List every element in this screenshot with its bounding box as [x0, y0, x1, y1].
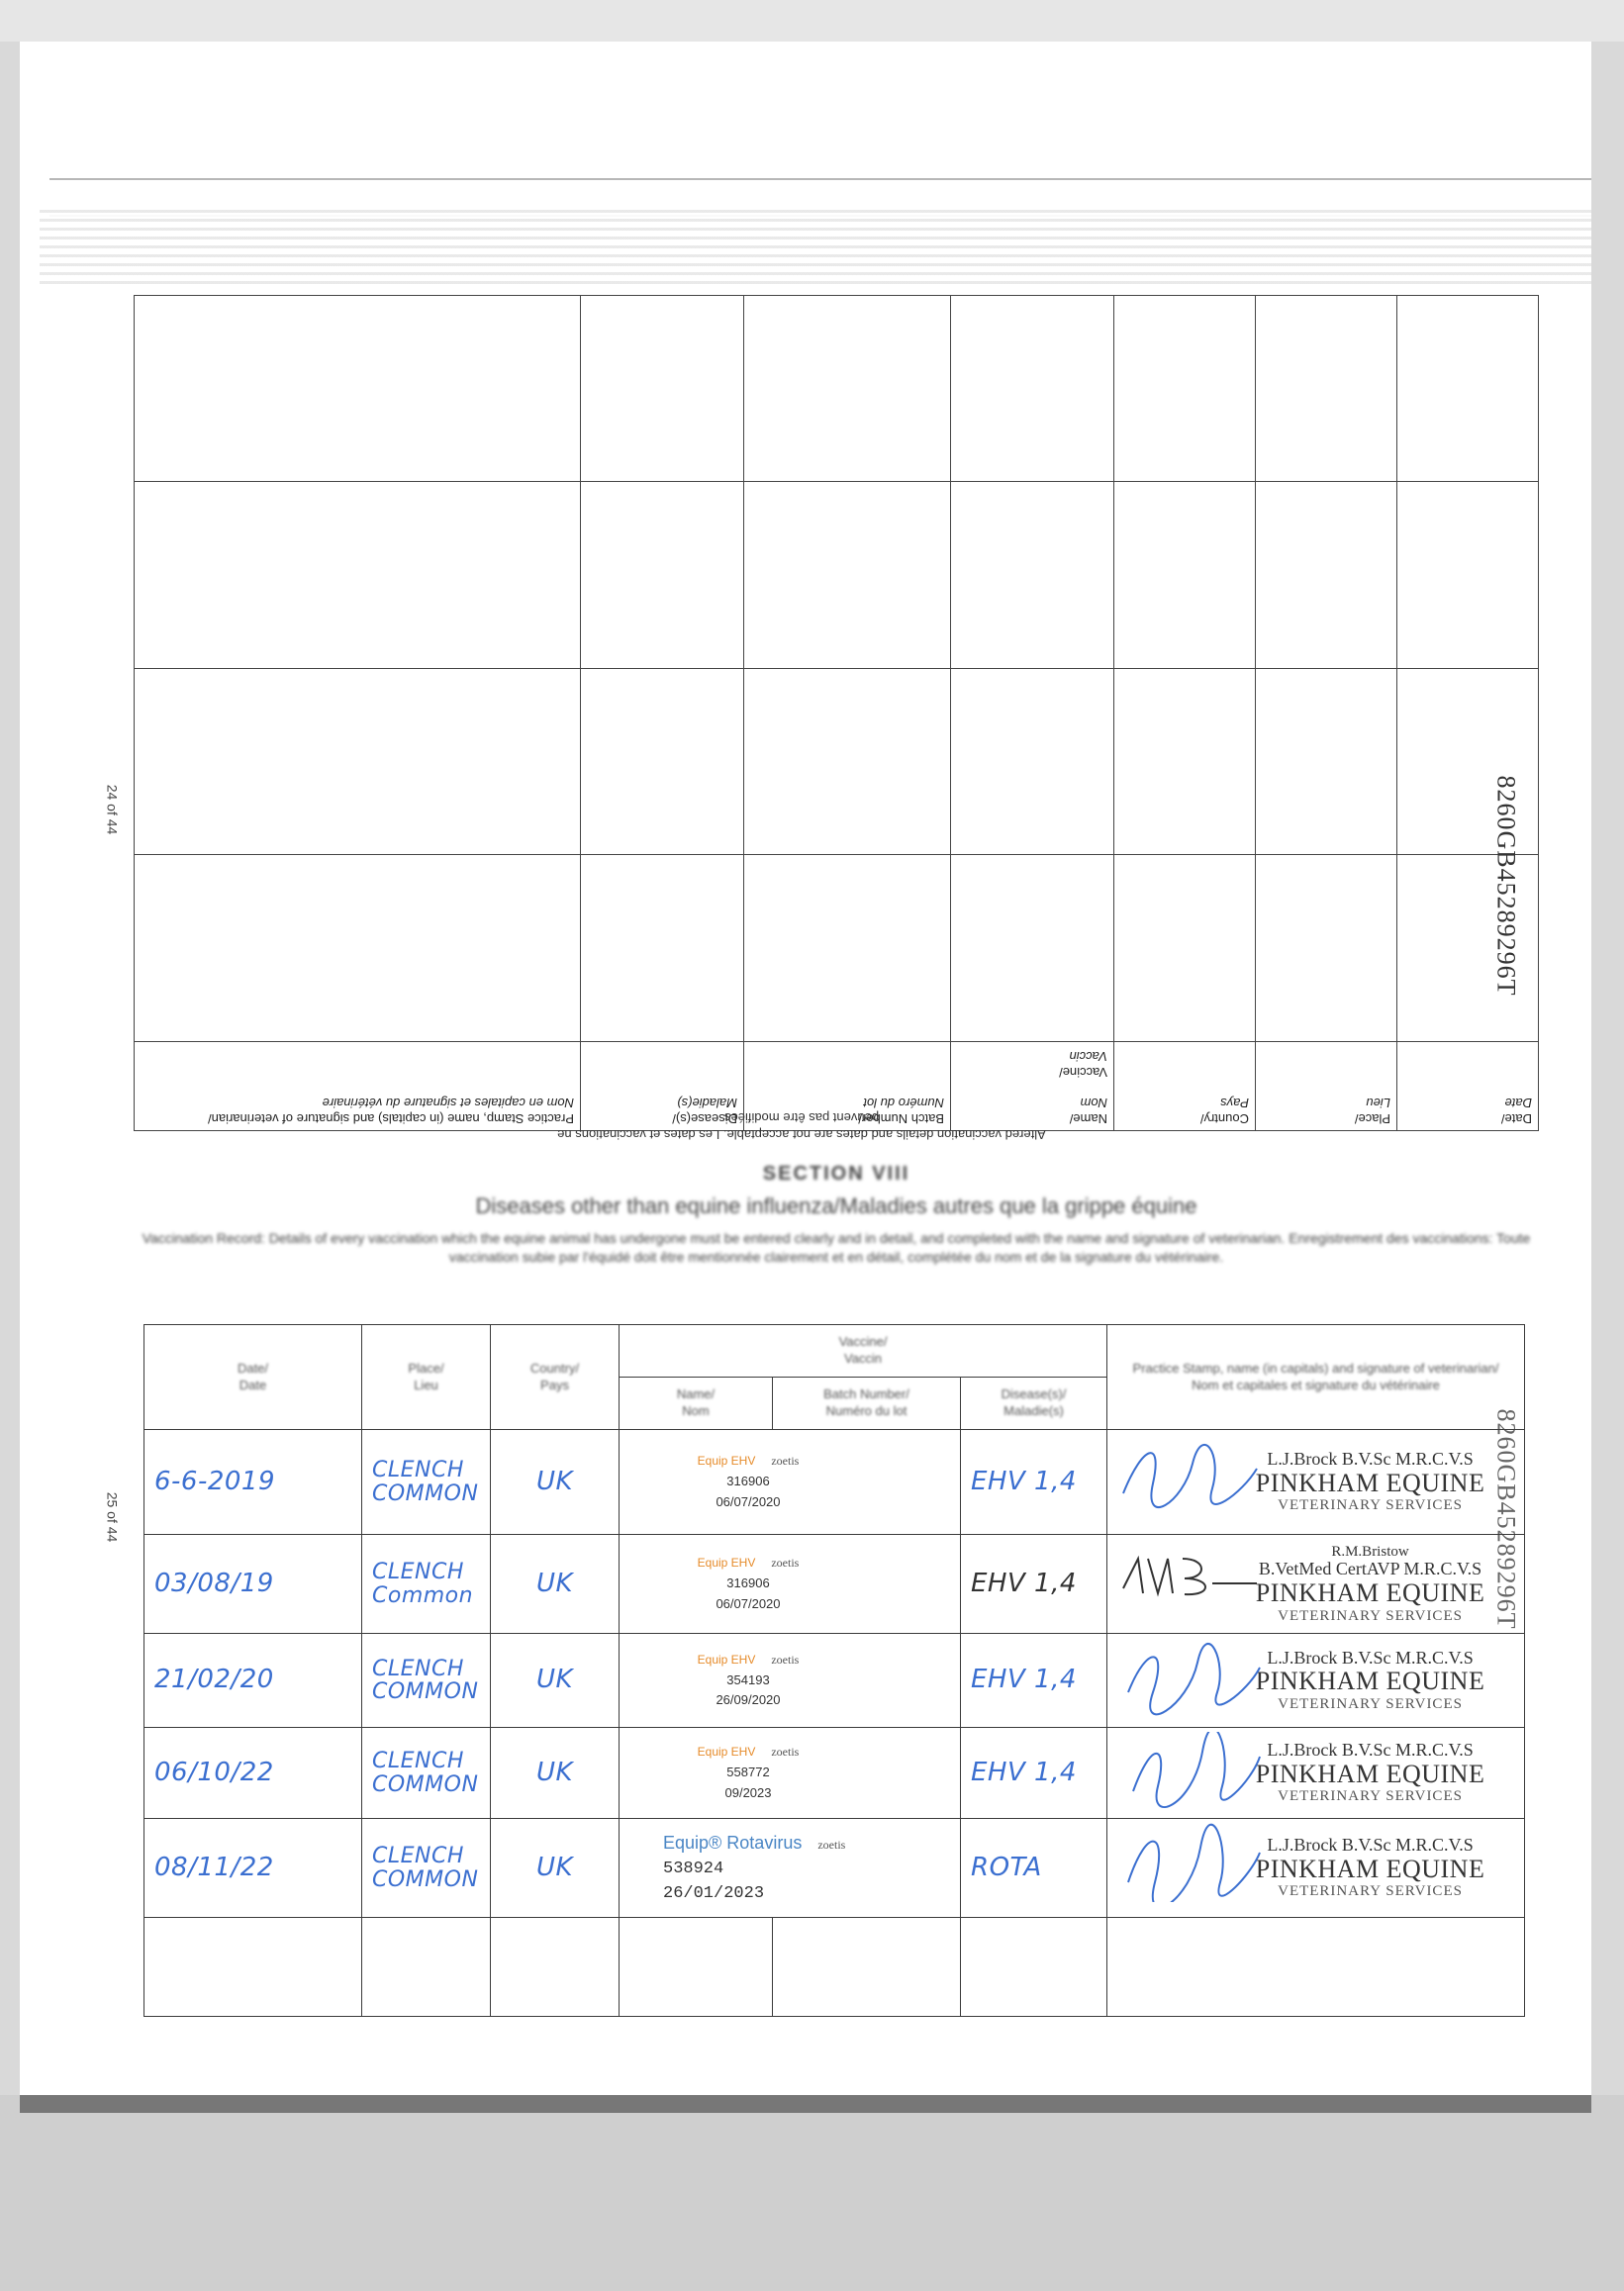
vaccine-label: Equip EHV zoetis 354193 26/09/2020	[697, 1652, 800, 1708]
page-number-upper: 24 of 44	[104, 784, 121, 835]
date-cell: 06/10/22	[144, 1728, 362, 1819]
date-cell: 03/08/19	[144, 1535, 362, 1634]
section-heading	[129, 1163, 1544, 1267]
vaccine-label-cell	[620, 1535, 961, 1634]
date-cell: 21/02/20	[144, 1634, 362, 1728]
stamp-cell	[1107, 1819, 1525, 1918]
upper-empty-row	[135, 669, 1539, 856]
upper-header-batch: Batch Number/ Numéro du lot	[744, 1042, 951, 1131]
header-place: Place/ Lieu	[362, 1325, 491, 1430]
date-cell: 08/11/22	[144, 1819, 362, 1918]
stamp-cell	[1107, 1634, 1525, 1728]
table-row	[144, 1430, 1525, 1535]
header-disease: Disease(s)/ Maladie(s)	[961, 1378, 1107, 1430]
practice-stamp: L.J.Brock B.V.Sc M.R.C.V.S PINKHAM EQUINE VETERINARY SERVICES	[1255, 1647, 1485, 1712]
signature	[1113, 1539, 1262, 1618]
upper-header-date: Date/ Date	[1397, 1042, 1539, 1131]
vaccine-label-cell	[620, 1819, 961, 1918]
upper-empty-row	[135, 296, 1539, 483]
disease-cell: EHV 1,4	[961, 1728, 1107, 1819]
place-cell: CLENCH COMMON	[362, 1728, 491, 1819]
passport-id-side: 8260GB45289296T	[1491, 775, 1521, 997]
disease-cell: ROTA	[961, 1819, 1107, 1918]
signature	[1113, 1638, 1262, 1717]
place-cell: CLENCH Common	[362, 1535, 491, 1634]
vaccine-label-cell	[620, 1634, 961, 1728]
section-title: SECTION VIII	[762, 1163, 910, 1185]
empty-row	[144, 1918, 1525, 2017]
scan-bottom-margin	[0, 2095, 1624, 2291]
upper-grid	[134, 295, 1539, 1131]
disease-cell: EHV 1,4	[961, 1430, 1107, 1535]
signature	[1113, 1434, 1262, 1513]
vaccine-label-rotavirus: Equip® Rotavirus zoetis 538924 26/01/2023	[663, 1832, 846, 1903]
country-cell: UK	[491, 1535, 620, 1634]
upper-header-place: Place/ Lieu	[1256, 1042, 1397, 1131]
vaccine-label: Equip EHV zoetis 558772 09/2023	[697, 1745, 800, 1800]
vaccine-label: Equip EHV zoetis 316906 06/07/2020	[697, 1454, 800, 1509]
section-subtitle: Diseases other than equine influenza/Maladies autres que la grippe équine	[475, 1193, 1197, 1218]
upper-empty-row	[135, 482, 1539, 669]
date-cell: 6-6-2019	[144, 1430, 362, 1535]
blurred-text-area	[40, 210, 1591, 289]
country-cell: UK	[491, 1634, 620, 1728]
practice-stamp: R.M.Bristow B.VetMed CertAVP M.R.C.V.S PINKHAM EQUINE VETERINARY SERVICES	[1255, 1543, 1485, 1624]
header-vaccine: Vaccine/ Vaccin	[620, 1325, 1107, 1378]
disease-cell: EHV 1,4	[961, 1634, 1107, 1728]
country-cell: UK	[491, 1728, 620, 1819]
passport-id-side-faded: 8260GB45289296T	[1491, 1408, 1521, 1630]
practice-stamp: L.J.Brock B.V.Sc M.R.C.V.S PINKHAM EQUINE VETERINARY SERVICES	[1255, 1740, 1485, 1805]
vaccination-record-table	[143, 1324, 1524, 2017]
header-stamp: Practice Stamp, name (in capitals) and signature of veterinarian/ Nom et capitales et signature du vétérinaire	[1107, 1325, 1525, 1430]
header-batch: Batch Number/ Numéro du lot	[773, 1378, 961, 1430]
signature	[1113, 1823, 1262, 1902]
section-note: Vaccination Record: Details of every vaccination which the equine animal has undergone must be entered clearly and in detail, and completed with the name and signature of veterinarian. Enregistrement des vaccinations: Toute vaccination subie par l'équidé doit être mentionnée clairement et en détail, complétée du nom et de la signature du vétérinaire.	[142, 1230, 1531, 1265]
header-row	[144, 1325, 1525, 1378]
country-cell: UK	[491, 1819, 620, 1918]
header-date: Date/ Date	[144, 1325, 362, 1430]
divider	[49, 178, 1591, 180]
practice-stamp: L.J.Brock B.V.Sc M.R.C.V.S PINKHAM EQUINE VETERINARY SERVICES	[1255, 1835, 1485, 1900]
place-cell: CLENCH COMMON	[362, 1634, 491, 1728]
upper-vaccination-table	[134, 295, 1539, 1131]
signature	[1113, 1732, 1262, 1811]
vaccine-label-cell	[620, 1728, 961, 1819]
table-row	[144, 1819, 1525, 1918]
country-cell: UK	[491, 1430, 620, 1535]
upper-header-disease: Disease(s)/ Maladie(s)	[581, 1042, 744, 1131]
upper-caption: Altered vaccination details and dates are not acceptable. Les dates et vaccinations ne peuvent pas être modifiées	[557, 1109, 1046, 1142]
place-cell: CLENCH COMMON	[362, 1819, 491, 1918]
place-cell: CLENCH COMMON	[362, 1430, 491, 1535]
vaccination-grid	[143, 1324, 1525, 2017]
upper-empty-row	[135, 855, 1539, 1042]
stamp-cell	[1107, 1535, 1525, 1634]
upper-header-name: Name/ Nom Vaccine/ Vaccin	[951, 1042, 1114, 1131]
scan-bar	[20, 2095, 1591, 2113]
table-row	[144, 1728, 1525, 1819]
table-row	[144, 1535, 1525, 1634]
vaccine-label: Equip EHV zoetis 316906 06/07/2020	[697, 1556, 800, 1611]
table-row	[144, 1634, 1525, 1728]
stamp-cell	[1107, 1430, 1525, 1535]
disease-cell: EHV 1,4	[961, 1535, 1107, 1634]
page-number-lower: 25 of 44	[104, 1491, 121, 1543]
upper-header-stamp: Practice Stamp, name (in capitals) and signature of veterinarian/ Nom en capitales et signature du vétérinaire	[135, 1042, 581, 1131]
stamp-cell	[1107, 1728, 1525, 1819]
vaccine-label-cell	[620, 1430, 961, 1535]
upper-header-country: Country/ Pays	[1114, 1042, 1256, 1131]
scan-top-margin	[0, 0, 1624, 42]
header-name: Name/ Nom	[620, 1378, 773, 1430]
practice-stamp: L.J.Brock B.V.Sc M.R.C.V.S PINKHAM EQUINE VETERINARY SERVICES	[1255, 1449, 1485, 1514]
header-country: Country/ Pays	[491, 1325, 620, 1430]
